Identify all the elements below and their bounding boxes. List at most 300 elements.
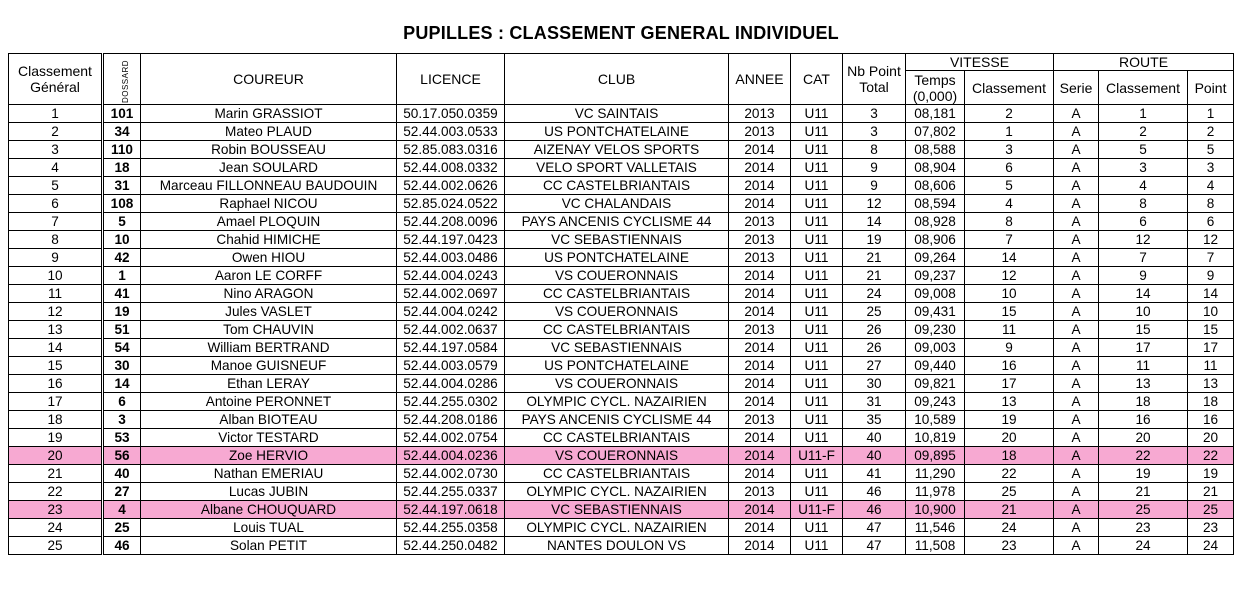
cell-temps: 09,237 [906, 267, 965, 285]
table-row [9, 105, 1234, 123]
cell-licence: 52.44.255.0302 [397, 393, 505, 411]
cell-rank: 11 [9, 285, 103, 303]
cell-cat: U11 [791, 195, 843, 213]
cell-total: 47 [843, 537, 906, 555]
cell-route-classement: 3 [1099, 159, 1188, 177]
cell-serie: A [1054, 249, 1099, 267]
table-row [9, 249, 1234, 267]
cell-cat: U11 [791, 249, 843, 267]
cell-dossard: 4 [103, 501, 141, 519]
cell-vitesse-classement: 19 [965, 411, 1054, 429]
cell-temps: 08,606 [906, 177, 965, 195]
cell-dossard: 18 [103, 159, 141, 177]
cell-coureur: William BERTRAND [141, 339, 397, 357]
cell-rank: 21 [9, 465, 103, 483]
cell-rank: 12 [9, 303, 103, 321]
cell-annee: 2014 [729, 177, 791, 195]
cell-vitesse-classement: 23 [965, 537, 1054, 555]
cell-temps: 07,802 [906, 123, 965, 141]
cell-temps: 11,978 [906, 483, 965, 501]
cell-vitesse-classement: 2 [965, 105, 1054, 123]
cell-vitesse-classement: 18 [965, 447, 1054, 465]
cell-temps: 08,904 [906, 159, 965, 177]
cell-cat: U11 [791, 375, 843, 393]
cell-serie: A [1054, 231, 1099, 249]
cell-total: 3 [843, 105, 906, 123]
cell-cat: U11 [791, 105, 843, 123]
header-cat: CAT [791, 54, 843, 105]
cell-route-classement: 10 [1099, 303, 1188, 321]
cell-total: 40 [843, 447, 906, 465]
cell-rank: 10 [9, 267, 103, 285]
cell-licence: 52.44.004.0286 [397, 375, 505, 393]
cell-licence: 52.44.002.0626 [397, 177, 505, 195]
cell-dossard: 5 [103, 213, 141, 231]
cell-coureur: Albane CHOUQUARD [141, 501, 397, 519]
cell-route-classement: 14 [1099, 285, 1188, 303]
cell-dossard: 3 [103, 411, 141, 429]
cell-serie: A [1054, 483, 1099, 501]
table-row [9, 213, 1234, 231]
cell-serie: A [1054, 465, 1099, 483]
cell-licence: 50.17.050.0359 [397, 105, 505, 123]
cell-vitesse-classement: 20 [965, 429, 1054, 447]
cell-cat: U11 [791, 519, 843, 537]
cell-annee: 2013 [729, 213, 791, 231]
cell-coureur: Amael PLOQUIN [141, 213, 397, 231]
table-row [9, 483, 1234, 501]
cell-coureur: Nathan EMERIAU [141, 465, 397, 483]
cell-cat: U11 [791, 231, 843, 249]
cell-serie: A [1054, 537, 1099, 555]
cell-cat: U11 [791, 321, 843, 339]
cell-annee: 2014 [729, 519, 791, 537]
cell-temps: 09,440 [906, 357, 965, 375]
cell-dossard: 108 [103, 195, 141, 213]
cell-serie: A [1054, 177, 1099, 195]
cell-cat: U11 [791, 429, 843, 447]
cell-annee: 2013 [729, 123, 791, 141]
table-row [9, 429, 1234, 447]
cell-temps: 08,181 [906, 105, 965, 123]
cell-coureur: Jules VASLET [141, 303, 397, 321]
cell-club: NANTES DOULON VS [505, 537, 729, 555]
cell-coureur: Antoine PERONNET [141, 393, 397, 411]
cell-total: 21 [843, 267, 906, 285]
cell-licence: 52.44.197.0423 [397, 231, 505, 249]
cell-club: PAYS ANCENIS CYCLISME 44 [505, 411, 729, 429]
cell-cat: U11 [791, 303, 843, 321]
cell-licence: 52.44.002.0754 [397, 429, 505, 447]
cell-rank: 13 [9, 321, 103, 339]
cell-annee: 2014 [729, 195, 791, 213]
cell-point: 15 [1188, 321, 1234, 339]
cell-dossard: 40 [103, 465, 141, 483]
table-row [9, 123, 1234, 141]
cell-temps: 09,008 [906, 285, 965, 303]
cell-club: US PONTCHATELAINE [505, 123, 729, 141]
cell-temps: 08,588 [906, 141, 965, 159]
header-coureur: COUREUR [141, 54, 397, 105]
cell-dossard: 31 [103, 177, 141, 195]
cell-vitesse-classement: 8 [965, 213, 1054, 231]
cell-coureur: Raphael NICOU [141, 195, 397, 213]
cell-serie: A [1054, 393, 1099, 411]
cell-annee: 2014 [729, 267, 791, 285]
header-point: Point [1188, 71, 1234, 105]
cell-club: VS COUERONNAIS [505, 267, 729, 285]
cell-rank: 20 [9, 447, 103, 465]
cell-point: 14 [1188, 285, 1234, 303]
cell-vitesse-classement: 13 [965, 393, 1054, 411]
cell-temps: 09,821 [906, 375, 965, 393]
cell-temps: 10,589 [906, 411, 965, 429]
cell-route-classement: 13 [1099, 375, 1188, 393]
cell-annee: 2013 [729, 411, 791, 429]
cell-rank: 16 [9, 375, 103, 393]
cell-route-classement: 1 [1099, 105, 1188, 123]
cell-vitesse-classement: 14 [965, 249, 1054, 267]
cell-temps: 08,928 [906, 213, 965, 231]
cell-club: VS COUERONNAIS [505, 303, 729, 321]
cell-route-classement: 24 [1099, 537, 1188, 555]
cell-annee: 2014 [729, 357, 791, 375]
page-title: PUPILLES : CLASSEMENT GENERAL INDIVIDUEL [403, 23, 839, 43]
cell-vitesse-classement: 5 [965, 177, 1054, 195]
cell-point: 16 [1188, 411, 1234, 429]
cell-total: 21 [843, 249, 906, 267]
cell-total: 46 [843, 483, 906, 501]
cell-temps: 10,819 [906, 429, 965, 447]
cell-cat: U11 [791, 483, 843, 501]
cell-serie: A [1054, 411, 1099, 429]
cell-club: US PONTCHATELAINE [505, 249, 729, 267]
cell-route-classement: 15 [1099, 321, 1188, 339]
cell-point: 9 [1188, 267, 1234, 285]
cell-vitesse-classement: 11 [965, 321, 1054, 339]
header-vitesse-group: VITESSE [906, 54, 1054, 71]
cell-coureur: Aaron LE CORFF [141, 267, 397, 285]
table-row [9, 159, 1234, 177]
cell-club: US PONTCHATELAINE [505, 357, 729, 375]
cell-route-classement: 9 [1099, 267, 1188, 285]
cell-club: OLYMPIC CYCL. NAZAIRIEN [505, 483, 729, 501]
cell-cat: U11 [791, 213, 843, 231]
cell-club: VC SEBASTIENNAIS [505, 339, 729, 357]
cell-licence: 52.44.004.0236 [397, 447, 505, 465]
cell-temps: 11,546 [906, 519, 965, 537]
header-vitesse-classement: Classement [965, 71, 1054, 105]
header-licence: LICENCE [397, 54, 505, 105]
cell-route-classement: 22 [1099, 447, 1188, 465]
header-nb-point-total: Nb Point Total [843, 54, 906, 105]
cell-total: 30 [843, 375, 906, 393]
cell-vitesse-classement: 7 [965, 231, 1054, 249]
cell-coureur: Manoe GUISNEUF [141, 357, 397, 375]
cell-coureur: Robin BOUSSEAU [141, 141, 397, 159]
cell-total: 19 [843, 231, 906, 249]
cell-route-classement: 16 [1099, 411, 1188, 429]
cell-point: 20 [1188, 429, 1234, 447]
cell-licence: 52.85.024.0522 [397, 195, 505, 213]
cell-rank: 22 [9, 483, 103, 501]
cell-licence: 52.44.255.0337 [397, 483, 505, 501]
cell-coureur: Lucas JUBIN [141, 483, 397, 501]
cell-serie: A [1054, 285, 1099, 303]
cell-route-classement: 23 [1099, 519, 1188, 537]
cell-dossard: 27 [103, 483, 141, 501]
cell-dossard: 30 [103, 357, 141, 375]
cell-dossard: 110 [103, 141, 141, 159]
table-row [9, 375, 1234, 393]
cell-annee: 2014 [729, 303, 791, 321]
cell-total: 46 [843, 501, 906, 519]
cell-cat: U11 [791, 465, 843, 483]
cell-serie: A [1054, 501, 1099, 519]
cell-point: 22 [1188, 447, 1234, 465]
cell-vitesse-classement: 12 [965, 267, 1054, 285]
cell-total: 40 [843, 429, 906, 447]
header-temps: Temps (0,000) [906, 71, 965, 105]
cell-total: 26 [843, 321, 906, 339]
cell-club: VC SAINTAIS [505, 105, 729, 123]
cell-route-classement: 2 [1099, 123, 1188, 141]
cell-rank: 18 [9, 411, 103, 429]
table-row [9, 339, 1234, 357]
cell-dossard: 56 [103, 447, 141, 465]
cell-point: 17 [1188, 339, 1234, 357]
cell-rank: 14 [9, 339, 103, 357]
cell-serie: A [1054, 123, 1099, 141]
cell-dossard: 51 [103, 321, 141, 339]
cell-club: CC CASTELBRIANTAIS [505, 285, 729, 303]
cell-temps: 11,290 [906, 465, 965, 483]
cell-licence: 52.44.002.0730 [397, 465, 505, 483]
cell-total: 9 [843, 177, 906, 195]
cell-total: 3 [843, 123, 906, 141]
cell-rank: 4 [9, 159, 103, 177]
cell-total: 41 [843, 465, 906, 483]
cell-point: 8 [1188, 195, 1234, 213]
cell-annee: 2014 [729, 393, 791, 411]
cell-licence: 52.44.197.0618 [397, 501, 505, 519]
cell-licence: 52.44.255.0358 [397, 519, 505, 537]
cell-point: 7 [1188, 249, 1234, 267]
cell-annee: 2014 [729, 285, 791, 303]
cell-temps: 09,003 [906, 339, 965, 357]
cell-vitesse-classement: 24 [965, 519, 1054, 537]
cell-annee: 2013 [729, 105, 791, 123]
cell-rank: 1 [9, 105, 103, 123]
cell-point: 21 [1188, 483, 1234, 501]
cell-coureur: Tom CHAUVIN [141, 321, 397, 339]
cell-annee: 2013 [729, 321, 791, 339]
cell-licence: 52.44.002.0637 [397, 321, 505, 339]
table-row [9, 303, 1234, 321]
cell-total: 31 [843, 393, 906, 411]
cell-point: 23 [1188, 519, 1234, 537]
table-row [9, 393, 1234, 411]
cell-point: 19 [1188, 465, 1234, 483]
cell-dossard: 53 [103, 429, 141, 447]
cell-serie: A [1054, 357, 1099, 375]
header-classement-general: Classement Général [9, 54, 103, 105]
cell-vitesse-classement: 17 [965, 375, 1054, 393]
cell-rank: 23 [9, 501, 103, 519]
cell-rank: 5 [9, 177, 103, 195]
cell-rank: 17 [9, 393, 103, 411]
cell-licence: 52.44.003.0486 [397, 249, 505, 267]
cell-total: 27 [843, 357, 906, 375]
cell-club: VC SEBASTIENNAIS [505, 231, 729, 249]
cell-cat: U11-F [791, 447, 843, 465]
cell-coureur: Chahid HIMICHE [141, 231, 397, 249]
cell-coureur: Ethan LERAY [141, 375, 397, 393]
cell-point: 3 [1188, 159, 1234, 177]
cell-coureur: Nino ARAGON [141, 285, 397, 303]
cell-dossard: 14 [103, 375, 141, 393]
header-route-classement: Classement [1099, 71, 1188, 105]
cell-serie: A [1054, 213, 1099, 231]
cell-rank: 9 [9, 249, 103, 267]
cell-dossard: 34 [103, 123, 141, 141]
cell-annee: 2014 [729, 465, 791, 483]
cell-club: VC CHALANDAIS [505, 195, 729, 213]
cell-route-classement: 20 [1099, 429, 1188, 447]
header-serie: Serie [1054, 71, 1099, 105]
cell-point: 24 [1188, 537, 1234, 555]
cell-licence: 52.44.003.0579 [397, 357, 505, 375]
cell-annee: 2014 [729, 537, 791, 555]
cell-licence: 52.44.004.0243 [397, 267, 505, 285]
cell-vitesse-classement: 9 [965, 339, 1054, 357]
cell-route-classement: 7 [1099, 249, 1188, 267]
cell-licence: 52.44.002.0697 [397, 285, 505, 303]
cell-club: CC CASTELBRIANTAIS [505, 321, 729, 339]
cell-club: AIZENAY VELOS SPORTS [505, 141, 729, 159]
cell-cat: U11 [791, 141, 843, 159]
cell-cat: U11 [791, 123, 843, 141]
cell-coureur: Solan PETIT [141, 537, 397, 555]
cell-cat: U11-F [791, 501, 843, 519]
table-row [9, 285, 1234, 303]
cell-vitesse-classement: 3 [965, 141, 1054, 159]
cell-dossard: 25 [103, 519, 141, 537]
table-row [9, 357, 1234, 375]
table-row [9, 447, 1234, 465]
cell-annee: 2014 [729, 429, 791, 447]
cell-club: OLYMPIC CYCL. NAZAIRIEN [505, 519, 729, 537]
cell-temps: 11,508 [906, 537, 965, 555]
cell-rank: 15 [9, 357, 103, 375]
cell-point: 18 [1188, 393, 1234, 411]
cell-club: VELO SPORT VALLETAIS [505, 159, 729, 177]
cell-rank: 24 [9, 519, 103, 537]
cell-licence: 52.44.250.0482 [397, 537, 505, 555]
cell-club: PAYS ANCENIS CYCLISME 44 [505, 213, 729, 231]
cell-temps: 09,431 [906, 303, 965, 321]
cell-rank: 25 [9, 537, 103, 555]
cell-cat: U11 [791, 537, 843, 555]
cell-rank: 3 [9, 141, 103, 159]
cell-dossard: 1 [103, 267, 141, 285]
header-annee: ANNEE [729, 54, 791, 105]
cell-dossard: 6 [103, 393, 141, 411]
cell-licence: 52.44.197.0584 [397, 339, 505, 357]
cell-licence: 52.85.083.0316 [397, 141, 505, 159]
table-row [9, 231, 1234, 249]
cell-temps: 09,230 [906, 321, 965, 339]
cell-serie: A [1054, 267, 1099, 285]
cell-coureur: Owen HIOU [141, 249, 397, 267]
cell-total: 25 [843, 303, 906, 321]
cell-route-classement: 17 [1099, 339, 1188, 357]
table-row [9, 537, 1234, 555]
cell-cat: U11 [791, 159, 843, 177]
cell-club: CC CASTELBRIANTAIS [505, 429, 729, 447]
cell-point: 13 [1188, 375, 1234, 393]
cell-dossard: 19 [103, 303, 141, 321]
cell-club: VS COUERONNAIS [505, 447, 729, 465]
cell-vitesse-classement: 21 [965, 501, 1054, 519]
cell-route-classement: 21 [1099, 483, 1188, 501]
cell-vitesse-classement: 25 [965, 483, 1054, 501]
cell-route-classement: 11 [1099, 357, 1188, 375]
table-row [9, 177, 1234, 195]
cell-rank: 2 [9, 123, 103, 141]
cell-coureur: Marceau FILLONNEAU BAUDOUIN [141, 177, 397, 195]
cell-total: 14 [843, 213, 906, 231]
cell-licence: 52.44.003.0533 [397, 123, 505, 141]
cell-route-classement: 6 [1099, 213, 1188, 231]
cell-dossard: 42 [103, 249, 141, 267]
cell-point: 11 [1188, 357, 1234, 375]
cell-club: CC CASTELBRIANTAIS [505, 177, 729, 195]
cell-dossard: 10 [103, 231, 141, 249]
cell-serie: A [1054, 447, 1099, 465]
table-row [9, 321, 1234, 339]
cell-total: 26 [843, 339, 906, 357]
cell-coureur: Alban BIOTEAU [141, 411, 397, 429]
cell-licence: 52.44.004.0242 [397, 303, 505, 321]
header-club: CLUB [505, 54, 729, 105]
cell-coureur: Marin GRASSIOT [141, 105, 397, 123]
results-table [8, 53, 1234, 555]
cell-point: 4 [1188, 177, 1234, 195]
cell-annee: 2014 [729, 339, 791, 357]
cell-temps: 09,895 [906, 447, 965, 465]
table-body [9, 105, 1234, 555]
cell-temps: 08,906 [906, 231, 965, 249]
cell-total: 35 [843, 411, 906, 429]
cell-annee: 2013 [729, 231, 791, 249]
cell-dossard: 101 [103, 105, 141, 123]
cell-coureur: Zoe HERVIO [141, 447, 397, 465]
cell-vitesse-classement: 15 [965, 303, 1054, 321]
cell-serie: A [1054, 339, 1099, 357]
cell-club: VC SEBASTIENNAIS [505, 501, 729, 519]
cell-route-classement: 8 [1099, 195, 1188, 213]
cell-vitesse-classement: 22 [965, 465, 1054, 483]
cell-vitesse-classement: 16 [965, 357, 1054, 375]
cell-vitesse-classement: 6 [965, 159, 1054, 177]
cell-route-classement: 19 [1099, 465, 1188, 483]
cell-coureur: Victor TESTARD [141, 429, 397, 447]
cell-point: 2 [1188, 123, 1234, 141]
cell-total: 9 [843, 159, 906, 177]
cell-serie: A [1054, 519, 1099, 537]
cell-point: 25 [1188, 501, 1234, 519]
